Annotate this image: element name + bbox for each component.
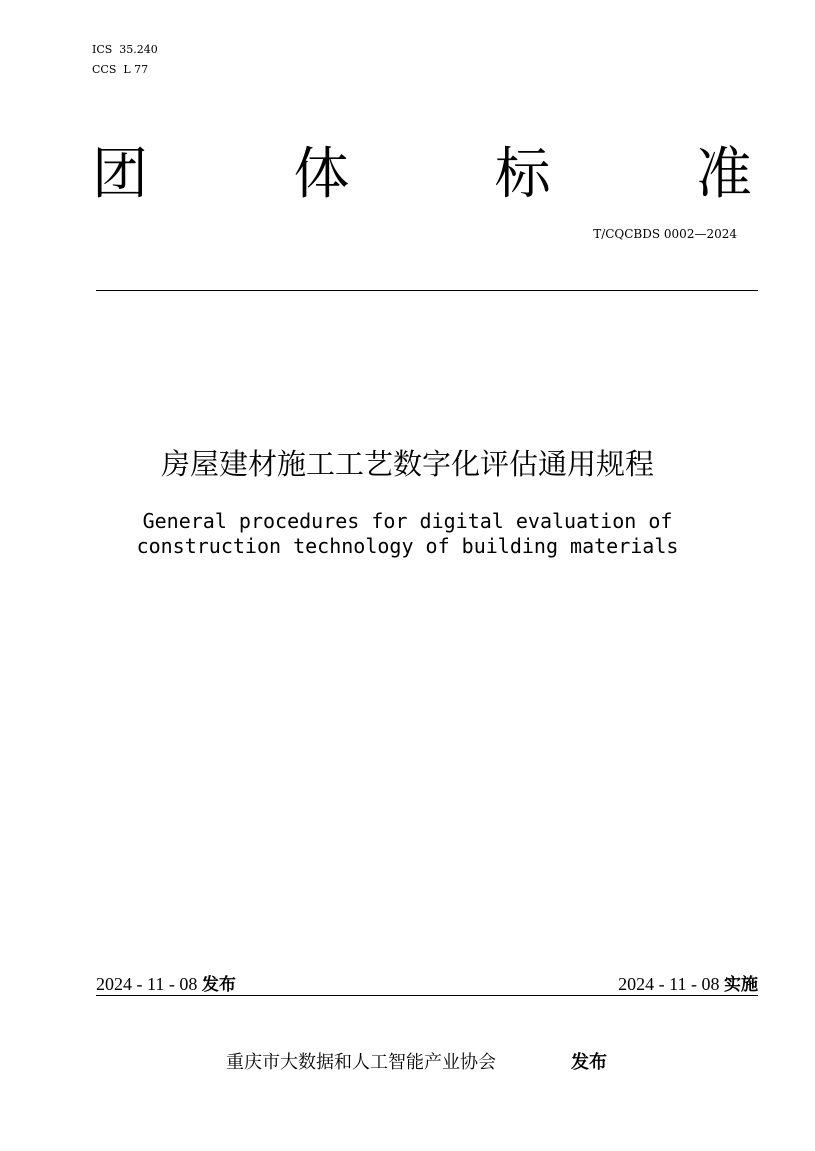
document-title-zh: 房屋建材施工工艺数字化评估通用规程 bbox=[160, 447, 654, 481]
top-divider bbox=[96, 290, 758, 291]
ics-code: ICS 35.240 bbox=[92, 43, 158, 56]
standard-type-char: 标 bbox=[494, 142, 551, 207]
standard-type-char: 准 bbox=[695, 142, 752, 207]
title-en-line: General procedures for digital evaluation of bbox=[142, 509, 673, 533]
document-title-en bbox=[0, 509, 815, 559]
standard-type-char: 团 bbox=[92, 142, 148, 207]
standard-number: T/CQCBDS 0002—2024 bbox=[593, 227, 737, 241]
release-label: 发布 bbox=[201, 975, 236, 995]
implement-label: 实施 bbox=[724, 975, 758, 995]
implement-date: 2024 - 11 - 08 bbox=[618, 974, 720, 994]
bottom-divider bbox=[96, 995, 758, 996]
release-date: 2024 - 11 - 08 bbox=[96, 974, 198, 994]
standard-type-char: 体 bbox=[293, 142, 350, 207]
publisher-label: 发布 bbox=[571, 1052, 607, 1073]
release-date-block bbox=[96, 972, 236, 997]
implement-date-block bbox=[618, 972, 758, 997]
publisher-name: 重庆市大数据和人工智能产业协会 bbox=[226, 1052, 496, 1073]
standard-type-heading bbox=[92, 140, 752, 210]
classification-codes bbox=[92, 40, 158, 80]
ccs-code: CCS L 77 bbox=[92, 63, 149, 76]
title-en-line: construction technology of building materials bbox=[136, 534, 679, 558]
